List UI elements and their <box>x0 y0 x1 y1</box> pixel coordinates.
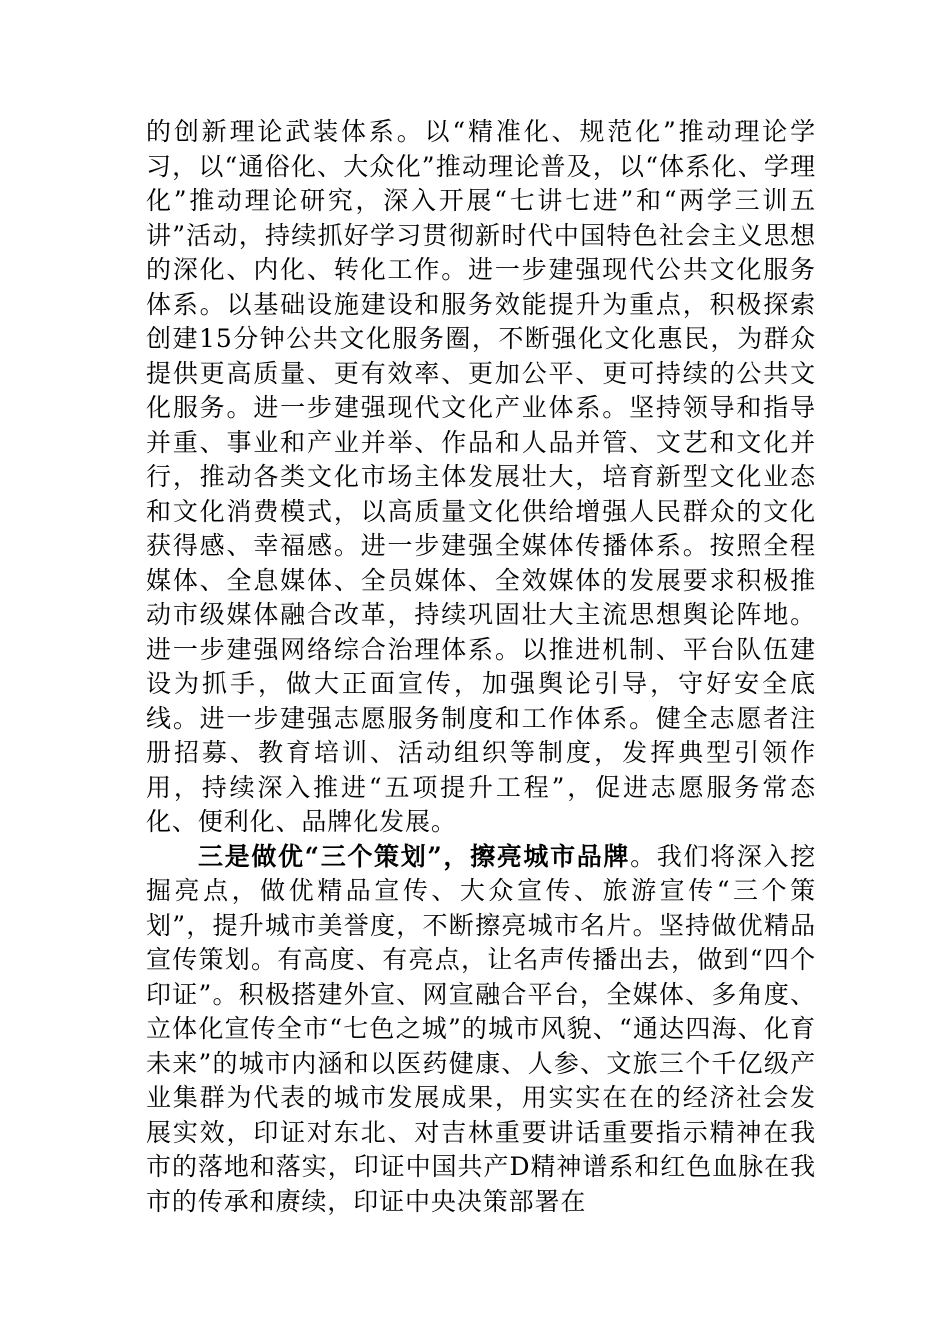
document-body <box>146 115 816 1219</box>
paragraph-2 <box>146 840 816 1220</box>
paragraph-1 <box>146 115 816 840</box>
paragraph-1-text: 的创新理论武装体系。以“精准化、规范化”推动理论学习，以“通俗化、大众化”推动理论普及，以“体系化、学理化”推动理论研究，深入开展“七讲七进”和“两学三训五讲”活动，持续抓好学习贯彻新时代中国特色社会主义思想的深化、内化、转化工作。进一步建强现代公共文化服务体系。以基础设施建设和服务效能提升为重点，积极探索创建15分钟公共文化服务圈，不断强化文化惠民，为群众提供更高质量、更有效率、更加公平、更可持续的公共文化服务。进一步建强现代文化产业体系。坚持领导和指导并重、事业和产业并举、作品和人品并管、文艺和文化并行，推动各类文化市场主体发展壮大，培育新型文化业态和文化消费模式，以高质量文化供给增强人民群众的文化获得感、幸福感。进一步建强全媒体传播体系。按照全程媒体、全息媒体、全员媒体、全效媒体的发展要求积极推动市级媒体融合改革，持续巩固壮大主流思想舆论阵地。进一步建强网络综合治理体系。以推进机制、平台队伍建设为抓手，做大正面宣传，加强舆论引导，守好安全底线。进一步建强志愿服务制度和工作体系。健全志愿者注册招募、教育培训、活动组织等制度，发挥典型引领作用，持续深入推进“五项提升工程”，促进志愿服务常态化、便利化、品牌化发展。 <box>146 117 816 836</box>
paragraph-2-heading: 三是做优“三个策划”，擦亮城市品牌 <box>198 841 631 871</box>
paragraph-2-text: 。我们将深入挖掘亮点，做优精品宣传、大众宣传、旅游宣传“三个策划”，提升城市美誉度，不断擦亮城市名片。坚持做优精品宣传策划。有高度、有亮点，让名声传播出去，做到“四个印证”。积极搭建外宣、网宣融合平台，全媒体、多角度、立体化宣传全市“七色之城”的城市风貌、“通达四海、化育未来”的城市内涵和以医药健康、人参、文旅三个千亿级产业集群为代表的城市发展成果，用实实在在的经济社会发展实效，印证对东北、对吉林重要讲话重要指示精神在我市的落地和落实，印证中国共产D精神谱系和红色血脉在我市的传承和赓续，印证中央决策部署在 <box>146 841 816 1216</box>
